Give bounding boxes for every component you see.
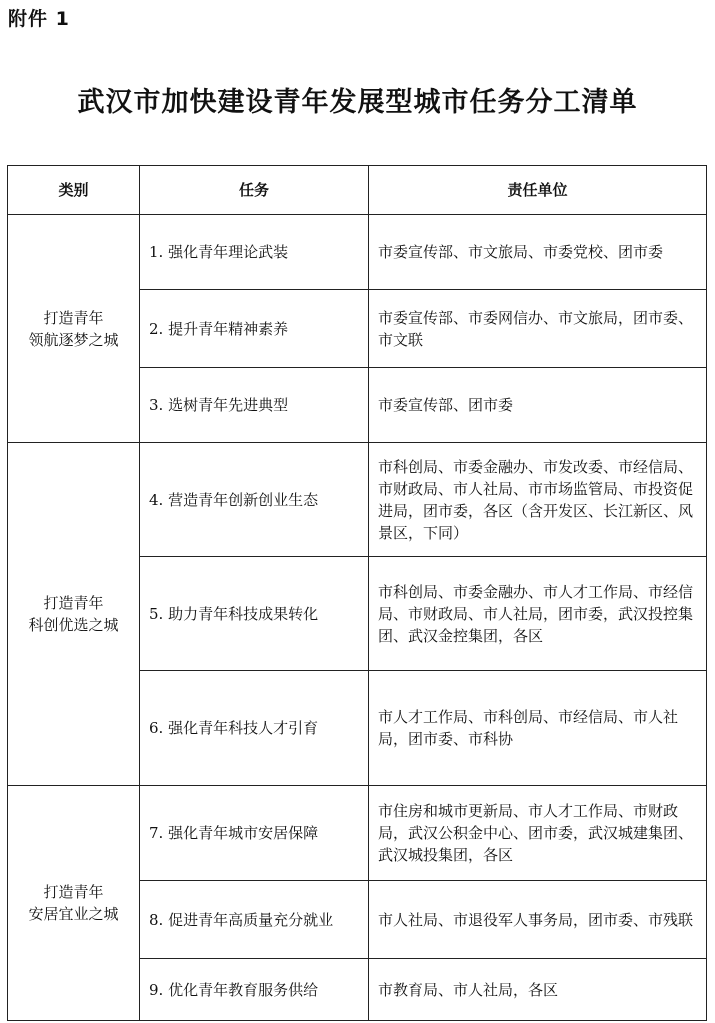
header-category: 类别 [8,166,140,215]
unit-cell: 市人社局、市退役军人事务局，团市委、市残联 [369,881,707,959]
header-unit: 责任单位 [369,166,707,215]
category-line: 打造青年 [43,308,104,327]
table-row [8,215,707,290]
unit-cell: 市住房和城市更新局、市人才工作局、市财政局，武汉公积金中心、团市委，武汉城建集团、武汉城投集团，各区 [369,786,707,881]
table-row [8,786,707,881]
task-cell: 8. 促进青年高质量充分就业 [140,881,369,959]
unit-cell: 市人才工作局、市科创局、市经信局、市人社局，团市委、市科协 [369,671,707,786]
task-cell: 2. 提升青年精神素养 [140,290,369,368]
task-table [7,165,707,1021]
task-cell: 4. 营造青年创新创业生态 [140,443,369,557]
header-task: 任务 [140,166,369,215]
task-cell: 6. 强化青年科技人才引育 [140,671,369,786]
unit-cell: 市委宣传部、市文旅局、市委党校、团市委 [369,215,707,290]
task-cell: 7. 强化青年城市安居保障 [140,786,369,881]
task-cell: 5. 助力青年科技成果转化 [140,557,369,671]
unit-cell: 市科创局、市委金融办、市发改委、市经信局、市财政局、市人社局、市市场监管局、市投资促进局，团市委，各区（含开发区、长江新区、风景区，下同） [369,443,707,557]
category-line: 领航逐梦之城 [28,330,119,349]
unit-cell: 市委宣传部、市委网信办、市文旅局，团市委、市文联 [369,290,707,368]
attachment-label: 附件 1 [8,8,70,30]
category-line: 打造青年 [43,594,104,612]
table-header-row [8,166,707,215]
category-line: 打造青年 [43,883,104,901]
unit-cell: 市科创局、市委金融办、市人才工作局、市经信局、市财政局、市人社局，团市委，武汉投控集团、武汉金控集团，各区 [369,557,707,671]
category-line: 科创优选之城 [28,616,119,634]
category-cell [8,443,140,786]
document-title: 武汉市加快建设青年发展型城市任务分工清单 [77,87,638,118]
task-cell: 1. 强化青年理论武装 [140,215,369,290]
task-cell: 9. 优化青年教育服务供给 [140,959,369,1021]
category-cell [8,215,140,443]
unit-cell: 市委宣传部、团市委 [369,368,707,443]
task-cell: 3. 选树青年先进典型 [140,368,369,443]
unit-cell: 市教育局、市人社局，各区 [369,959,707,1021]
category-cell [8,786,140,1021]
category-line: 安居宜业之城 [28,905,119,923]
table-row [8,443,707,557]
